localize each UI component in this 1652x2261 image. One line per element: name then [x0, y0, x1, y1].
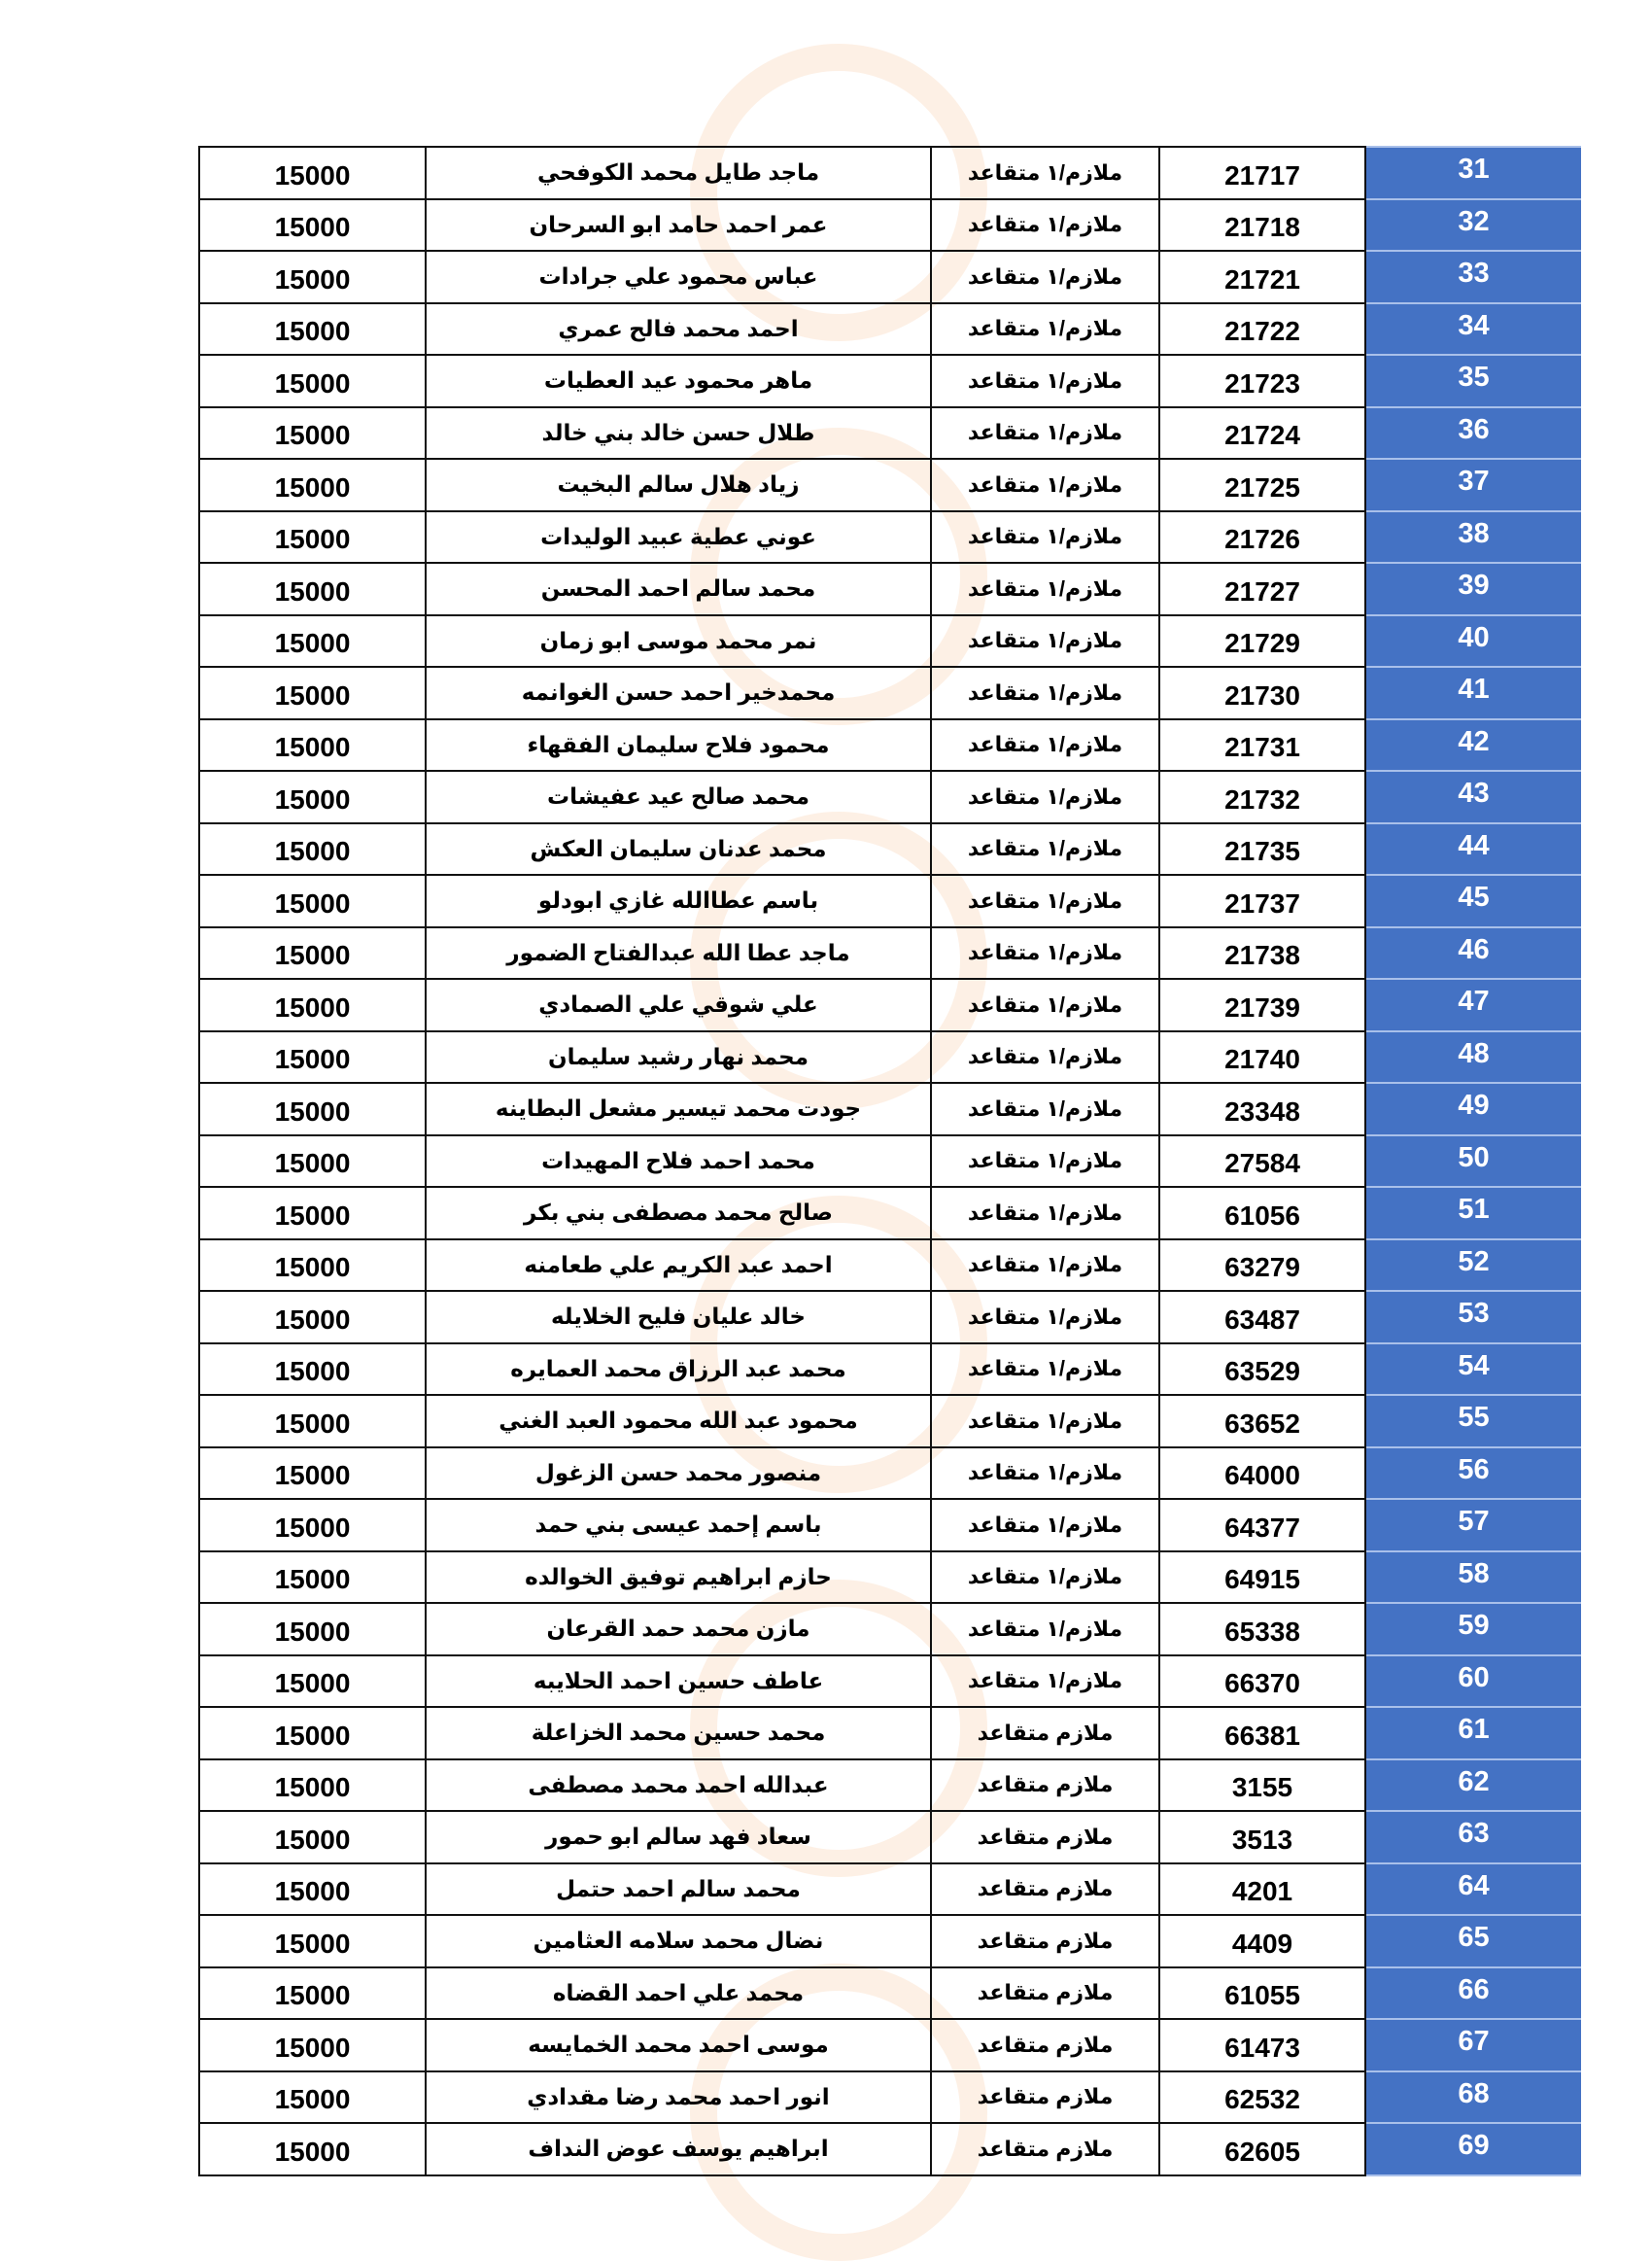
rank-cell: ملازم/١ متقاعد	[931, 1603, 1159, 1655]
amount-cell: 15000	[199, 823, 426, 876]
table-row	[199, 1863, 1581, 1916]
table-row	[199, 2123, 1581, 2175]
id-number-cell: 21739	[1159, 979, 1365, 1031]
table-row	[199, 1811, 1581, 1863]
retirees-table	[198, 146, 1581, 2176]
rank-cell: ملازم متقاعد	[931, 1707, 1159, 1759]
id-number-cell: 21723	[1159, 355, 1365, 407]
row-number-cell: 43	[1365, 771, 1581, 823]
amount-cell: 15000	[199, 875, 426, 927]
name-cell: علي شوقي علي الصمادي	[426, 979, 931, 1031]
amount-cell: 15000	[199, 251, 426, 303]
row-number-cell: 51	[1365, 1187, 1581, 1239]
name-cell: منصور محمد حسن الزغول	[426, 1447, 931, 1500]
id-number-cell: 66370	[1159, 1655, 1365, 1708]
name-cell: سعاد فهد سالم ابو حمور	[426, 1811, 931, 1863]
row-number-cell: 33	[1365, 251, 1581, 303]
rank-cell: ملازم متقاعد	[931, 1967, 1159, 2020]
row-number-cell: 44	[1365, 823, 1581, 876]
id-number-cell: 21737	[1159, 875, 1365, 927]
table-row	[199, 303, 1581, 356]
rank-cell: ملازم/١ متقاعد	[931, 1551, 1159, 1604]
name-cell: محمود فلاح سليمان الفقهاء	[426, 719, 931, 772]
id-number-cell: 21735	[1159, 823, 1365, 876]
name-cell: مازن محمد حمد القرعان	[426, 1603, 931, 1655]
rank-cell: ملازم/١ متقاعد	[931, 1135, 1159, 1188]
id-number-cell: 23348	[1159, 1083, 1365, 1135]
row-number-cell: 46	[1365, 927, 1581, 980]
amount-cell: 15000	[199, 1655, 426, 1708]
id-number-cell: 64915	[1159, 1551, 1365, 1604]
rank-cell: ملازم/١ متقاعد	[931, 563, 1159, 615]
row-number-cell: 49	[1365, 1083, 1581, 1135]
rank-cell: ملازم/١ متقاعد	[931, 1499, 1159, 1551]
name-cell: احمد عبد الكريم علي طعامنه	[426, 1239, 931, 1292]
row-number-cell: 50	[1365, 1135, 1581, 1188]
row-number-cell: 55	[1365, 1395, 1581, 1447]
table-row	[199, 251, 1581, 303]
amount-cell: 15000	[199, 667, 426, 719]
table-row	[199, 823, 1581, 876]
table-row	[199, 1551, 1581, 1604]
name-cell: ماجد طايل محمد الكوفحي	[426, 147, 931, 199]
rank-cell: ملازم/١ متقاعد	[931, 199, 1159, 252]
name-cell: احمد محمد فالح عمري	[426, 303, 931, 356]
table-row	[199, 1915, 1581, 1967]
name-cell: نمر محمد موسى ابو زمان	[426, 615, 931, 668]
row-number-cell: 63	[1365, 1811, 1581, 1863]
name-cell: حازم ابراهيم توفيق الخوالده	[426, 1551, 931, 1604]
amount-cell: 15000	[199, 2123, 426, 2175]
rank-cell: ملازم/١ متقاعد	[931, 511, 1159, 564]
table-row	[199, 1291, 1581, 1343]
row-number-cell: 52	[1365, 1239, 1581, 1292]
name-cell: محمود عبد الله محمود العبد الغني	[426, 1395, 931, 1447]
id-number-cell: 21732	[1159, 771, 1365, 823]
rank-cell: ملازم متقاعد	[931, 1759, 1159, 1812]
row-number-cell: 57	[1365, 1499, 1581, 1551]
amount-cell: 15000	[199, 147, 426, 199]
table-row	[199, 1343, 1581, 1396]
rank-cell: ملازم/١ متقاعد	[931, 719, 1159, 772]
name-cell: خالد عليان فليح الخلايله	[426, 1291, 931, 1343]
rank-cell: ملازم/١ متقاعد	[931, 823, 1159, 876]
amount-cell: 15000	[199, 1239, 426, 1292]
amount-cell: 15000	[199, 1083, 426, 1135]
rank-cell: ملازم/١ متقاعد	[931, 407, 1159, 460]
amount-cell: 15000	[199, 719, 426, 772]
name-cell: نضال محمد سلامه العثامين	[426, 1915, 931, 1967]
table-row	[199, 875, 1581, 927]
table-row	[199, 407, 1581, 460]
rank-cell: ملازم متقاعد	[931, 2071, 1159, 2124]
id-number-cell: 66381	[1159, 1707, 1365, 1759]
rank-cell: ملازم/١ متقاعد	[931, 1343, 1159, 1396]
id-number-cell: 4409	[1159, 1915, 1365, 1967]
amount-cell: 15000	[199, 979, 426, 1031]
rank-cell: ملازم/١ متقاعد	[931, 1291, 1159, 1343]
table-body	[199, 147, 1581, 2175]
amount-cell: 15000	[199, 2019, 426, 2071]
row-number-cell: 31	[1365, 147, 1581, 199]
amount-cell: 15000	[199, 511, 426, 564]
name-cell: باسم عطاالله غازي ابودلو	[426, 875, 931, 927]
table-row	[199, 355, 1581, 407]
name-cell: عبدالله احمد محمد مصطفى	[426, 1759, 931, 1812]
name-cell: محمد عدنان سليمان العكش	[426, 823, 931, 876]
table-row	[199, 1447, 1581, 1500]
amount-cell: 15000	[199, 1135, 426, 1188]
id-number-cell: 21738	[1159, 927, 1365, 980]
amount-cell: 15000	[199, 407, 426, 460]
table-row	[199, 1083, 1581, 1135]
table-row	[199, 511, 1581, 564]
table-row	[199, 1395, 1581, 1447]
table-row	[199, 1655, 1581, 1708]
rank-cell: ملازم/١ متقاعد	[931, 355, 1159, 407]
rank-cell: ملازم/١ متقاعد	[931, 1083, 1159, 1135]
table-row	[199, 719, 1581, 772]
id-number-cell: 21725	[1159, 459, 1365, 511]
id-number-cell: 21726	[1159, 511, 1365, 564]
amount-cell: 15000	[199, 771, 426, 823]
id-number-cell: 63487	[1159, 1291, 1365, 1343]
table-row	[199, 1135, 1581, 1188]
table-row	[199, 199, 1581, 252]
id-number-cell: 3155	[1159, 1759, 1365, 1812]
name-cell: عمر احمد حامد ابو السرحان	[426, 199, 931, 252]
amount-cell: 15000	[199, 1343, 426, 1396]
table-row	[199, 979, 1581, 1031]
id-number-cell: 63279	[1159, 1239, 1365, 1292]
row-number-cell: 61	[1365, 1707, 1581, 1759]
amount-cell: 15000	[199, 1031, 426, 1084]
name-cell: انور احمد محمد رضا مقدادي	[426, 2071, 931, 2124]
rank-cell: ملازم متقاعد	[931, 2019, 1159, 2071]
amount-cell: 15000	[199, 1291, 426, 1343]
id-number-cell: 4201	[1159, 1863, 1365, 1916]
name-cell: عباس محمود علي جرادات	[426, 251, 931, 303]
rank-cell: ملازم متقاعد	[931, 1811, 1159, 1863]
id-number-cell: 21730	[1159, 667, 1365, 719]
row-number-cell: 68	[1365, 2071, 1581, 2124]
amount-cell: 15000	[199, 615, 426, 668]
amount-cell: 15000	[199, 1967, 426, 2020]
rank-cell: ملازم/١ متقاعد	[931, 147, 1159, 199]
amount-cell: 15000	[199, 2071, 426, 2124]
name-cell: محمد صالح عيد عفيشات	[426, 771, 931, 823]
rank-cell: ملازم/١ متقاعد	[931, 979, 1159, 1031]
table-row	[199, 459, 1581, 511]
name-cell: محمد سالم احمد حتمل	[426, 1863, 931, 1916]
id-number-cell: 61056	[1159, 1187, 1365, 1239]
row-number-cell: 53	[1365, 1291, 1581, 1343]
row-number-cell: 37	[1365, 459, 1581, 511]
name-cell: باسم إحمد عيسى بني حمد	[426, 1499, 931, 1551]
rank-cell: ملازم/١ متقاعد	[931, 303, 1159, 356]
amount-cell: 15000	[199, 1499, 426, 1551]
id-number-cell: 21731	[1159, 719, 1365, 772]
row-number-cell: 62	[1365, 1759, 1581, 1812]
rank-cell: ملازم/١ متقاعد	[931, 1031, 1159, 1084]
name-cell: محمد نهار رشيد سليمان	[426, 1031, 931, 1084]
rank-cell: ملازم/١ متقاعد	[931, 771, 1159, 823]
amount-cell: 15000	[199, 1707, 426, 1759]
amount-cell: 15000	[199, 199, 426, 252]
name-cell: طلال حسن خالد بني خالد	[426, 407, 931, 460]
amount-cell: 15000	[199, 459, 426, 511]
row-number-cell: 58	[1365, 1551, 1581, 1604]
id-number-cell: 21717	[1159, 147, 1365, 199]
name-cell: صالح محمد مصطفى بني بكر	[426, 1187, 931, 1239]
table-row	[199, 927, 1581, 980]
rank-cell: ملازم/١ متقاعد	[931, 459, 1159, 511]
row-number-cell: 64	[1365, 1863, 1581, 1916]
row-number-cell: 38	[1365, 511, 1581, 564]
amount-cell: 15000	[199, 1759, 426, 1812]
id-number-cell: 21740	[1159, 1031, 1365, 1084]
name-cell: عوني عطية عبيد الوليدات	[426, 511, 931, 564]
rank-cell: ملازم/١ متقاعد	[931, 1239, 1159, 1292]
id-number-cell: 21727	[1159, 563, 1365, 615]
name-cell: زياد هلال سالم البخيت	[426, 459, 931, 511]
row-number-cell: 59	[1365, 1603, 1581, 1655]
table-row	[199, 771, 1581, 823]
amount-cell: 15000	[199, 1863, 426, 1916]
row-number-cell: 36	[1365, 407, 1581, 460]
name-cell: موسى احمد محمد الخمايسه	[426, 2019, 931, 2071]
rank-cell: ملازم/١ متقاعد	[931, 251, 1159, 303]
id-number-cell: 64377	[1159, 1499, 1365, 1551]
amount-cell: 15000	[199, 927, 426, 980]
name-cell: جودت محمد تيسير مشعل البطاينه	[426, 1083, 931, 1135]
amount-cell: 15000	[199, 1551, 426, 1604]
name-cell: ابراهيم يوسف عوض النداف	[426, 2123, 931, 2175]
amount-cell: 15000	[199, 355, 426, 407]
rank-cell: ملازم/١ متقاعد	[931, 1187, 1159, 1239]
row-number-cell: 56	[1365, 1447, 1581, 1500]
rank-cell: ملازم/١ متقاعد	[931, 1395, 1159, 1447]
row-number-cell: 42	[1365, 719, 1581, 772]
amount-cell: 15000	[199, 1915, 426, 1967]
name-cell: محمد عبد الرزاق محمد العمايره	[426, 1343, 931, 1396]
rank-cell: ملازم متقاعد	[931, 2123, 1159, 2175]
row-number-cell: 60	[1365, 1655, 1581, 1708]
name-cell: محمدخير احمد حسن الغوانمه	[426, 667, 931, 719]
id-number-cell: 21722	[1159, 303, 1365, 356]
amount-cell: 15000	[199, 1603, 426, 1655]
table-row	[199, 1239, 1581, 1292]
amount-cell: 15000	[199, 1811, 426, 1863]
row-number-cell: 32	[1365, 199, 1581, 252]
id-number-cell: 61055	[1159, 1967, 1365, 2020]
amount-cell: 15000	[199, 1187, 426, 1239]
rank-cell: ملازم/١ متقاعد	[931, 927, 1159, 980]
id-number-cell: 63529	[1159, 1343, 1365, 1396]
name-cell: محمد احمد فلاح المهيدات	[426, 1135, 931, 1188]
name-cell: محمد علي احمد القضاه	[426, 1967, 931, 2020]
table-row	[199, 615, 1581, 668]
row-number-cell: 54	[1365, 1343, 1581, 1396]
id-number-cell: 21721	[1159, 251, 1365, 303]
amount-cell: 15000	[199, 1447, 426, 1500]
row-number-cell: 65	[1365, 1915, 1581, 1967]
row-number-cell: 45	[1365, 875, 1581, 927]
row-number-cell: 34	[1365, 303, 1581, 356]
row-number-cell: 48	[1365, 1031, 1581, 1084]
table-row	[199, 1031, 1581, 1084]
rank-cell: ملازم متقاعد	[931, 1915, 1159, 1967]
row-number-cell: 40	[1365, 615, 1581, 668]
table-row	[199, 1603, 1581, 1655]
id-number-cell: 63652	[1159, 1395, 1365, 1447]
row-number-cell: 41	[1365, 667, 1581, 719]
table-row	[199, 563, 1581, 615]
id-number-cell: 21729	[1159, 615, 1365, 668]
id-number-cell: 62605	[1159, 2123, 1365, 2175]
row-number-cell: 67	[1365, 2019, 1581, 2071]
table-row	[199, 1707, 1581, 1759]
row-number-cell: 66	[1365, 1967, 1581, 2020]
row-number-cell: 69	[1365, 2123, 1581, 2175]
rank-cell: ملازم/١ متقاعد	[931, 1655, 1159, 1708]
rank-cell: ملازم/١ متقاعد	[931, 1447, 1159, 1500]
name-cell: ماجد عطا الله عبدالفتاح الضمور	[426, 927, 931, 980]
id-number-cell: 21724	[1159, 407, 1365, 460]
name-cell: ماهر محمود عيد العطيات	[426, 355, 931, 407]
id-number-cell: 3513	[1159, 1811, 1365, 1863]
table-row	[199, 2071, 1581, 2124]
id-number-cell: 27584	[1159, 1135, 1365, 1188]
table-row	[199, 667, 1581, 719]
rank-cell: ملازم/١ متقاعد	[931, 667, 1159, 719]
row-number-cell: 39	[1365, 563, 1581, 615]
id-number-cell: 62532	[1159, 2071, 1365, 2124]
table-row	[199, 147, 1581, 199]
id-number-cell: 21718	[1159, 199, 1365, 252]
table-row	[199, 1187, 1581, 1239]
table-row	[199, 1759, 1581, 1812]
table-row	[199, 1967, 1581, 2020]
amount-cell: 15000	[199, 563, 426, 615]
id-number-cell: 64000	[1159, 1447, 1365, 1500]
name-cell: عاطف حسين احمد الحلايبه	[426, 1655, 931, 1708]
table-row	[199, 1499, 1581, 1551]
rank-cell: ملازم/١ متقاعد	[931, 615, 1159, 668]
row-number-cell: 47	[1365, 979, 1581, 1031]
amount-cell: 15000	[199, 1395, 426, 1447]
rank-cell: ملازم متقاعد	[931, 1863, 1159, 1916]
row-number-cell: 35	[1365, 355, 1581, 407]
id-number-cell: 65338	[1159, 1603, 1365, 1655]
rank-cell: ملازم/١ متقاعد	[931, 875, 1159, 927]
table-row	[199, 2019, 1581, 2071]
name-cell: محمد حسين محمد الخزاعلة	[426, 1707, 931, 1759]
name-cell: محمد سالم احمد المحسن	[426, 563, 931, 615]
amount-cell: 15000	[199, 303, 426, 356]
id-number-cell: 61473	[1159, 2019, 1365, 2071]
